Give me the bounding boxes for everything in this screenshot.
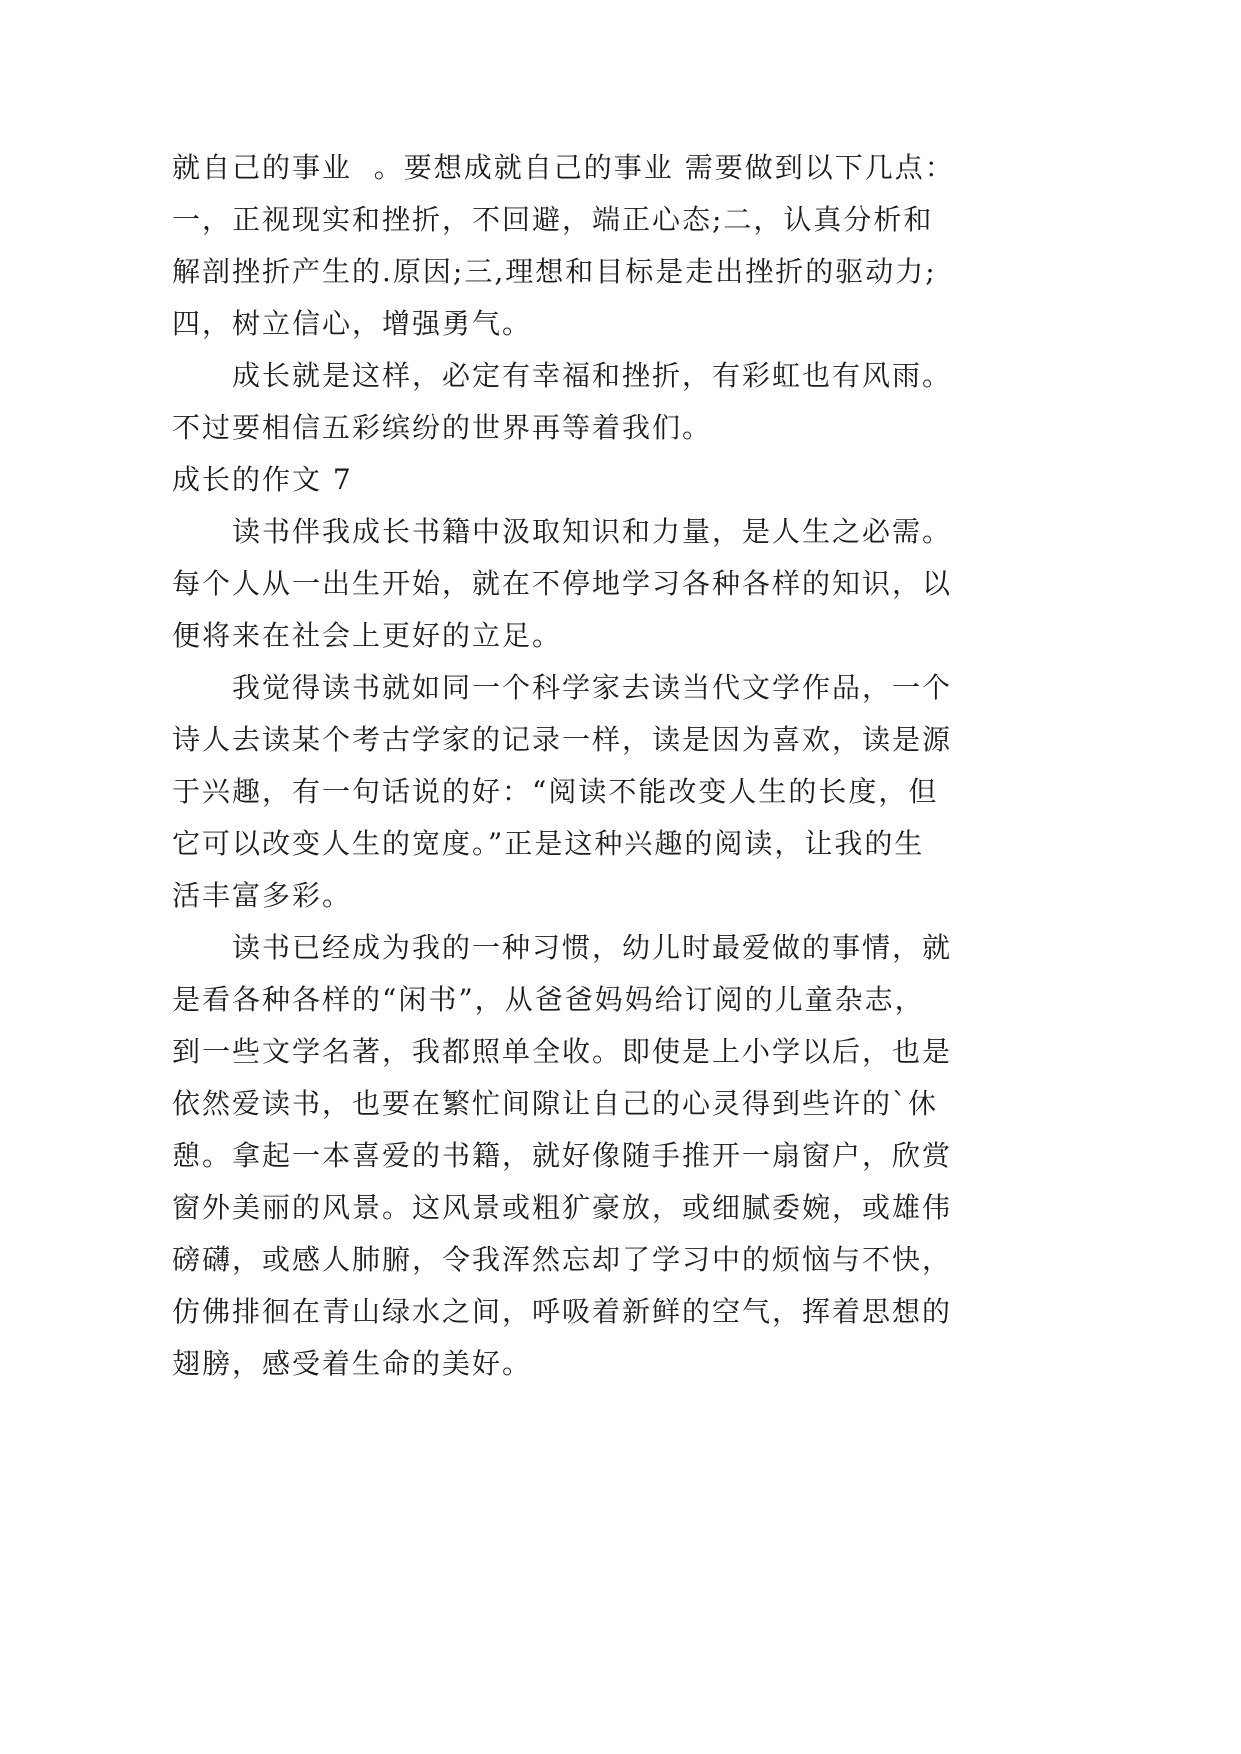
text-line: 四，树立信心，增强勇气。 bbox=[172, 307, 533, 340]
text-line: 就自己的事业 。要想成就自己的事业 需要做到以下几点： bbox=[172, 151, 955, 184]
paragraph bbox=[172, 142, 1241, 350]
text-line: 读书已经成为我的一种习惯，幼儿时最爱做的事情，就 bbox=[232, 931, 953, 964]
text-line: 磅礴，或感人肺腑，令我浑然忘却了学习中的烦恼与不快， bbox=[172, 1243, 953, 1276]
text-line: 成长就是这样，必定有幸福和挫折，有彩虹也有风雨。 bbox=[232, 359, 953, 392]
text-line: 诗人去读某个考古学家的记录一样，读是因为喜欢，读是源 bbox=[172, 723, 953, 756]
text-line: 活丰富多彩。 bbox=[172, 879, 353, 912]
text-line: 窗外美丽的风景。这风景或粗犷豪放，或细腻委婉，或雄伟 bbox=[172, 1191, 953, 1224]
text-line: 到一些文学名著，我都照单全收。即使是上小学以后，也是 bbox=[172, 1035, 953, 1068]
text-line: 不过要相信五彩缤纷的世界再等着我们。 bbox=[172, 411, 713, 444]
text-line: 每个人从一出生开始，就在不停地学习各种各样的知识，以 bbox=[172, 567, 953, 600]
essay-heading-block bbox=[172, 454, 1241, 506]
text-line: 于兴趣，有一句话说的好：“阅读不能改变人生的长度，但 bbox=[172, 775, 939, 808]
text-line: 读书伴我成长书籍中汲取知识和力量，是人生之必需。 bbox=[232, 515, 953, 548]
text-line: 我觉得读书就如同一个科学家去读当代文学作品，一个 bbox=[232, 671, 953, 704]
text-line: 翅膀，感受着生命的美好。 bbox=[172, 1347, 533, 1380]
text-line: 便将来在社会上更好的立足。 bbox=[172, 619, 563, 652]
text-line: 是看各种各样的“闲书”，从爸爸妈妈给订阅的儿童杂志， bbox=[172, 983, 925, 1016]
text-line: 一，正视现实和挫折，不回避，端正心态;二，认真分析和 bbox=[172, 203, 934, 236]
essay-title: 成长的作文 7 bbox=[172, 463, 353, 496]
paragraph bbox=[172, 922, 1241, 1390]
text-line: 憩。拿起一本喜爱的书籍，就好像随手推开一扇窗户，欣赏 bbox=[172, 1139, 953, 1172]
text-line: 它可以改变人生的宽度。”正是这种兴趣的阅读，让我的生 bbox=[172, 827, 925, 860]
paragraph bbox=[172, 662, 1241, 922]
paragraph bbox=[172, 350, 1241, 454]
paragraph bbox=[172, 506, 1241, 662]
text-line: 仿佛排徊在青山绿水之间，呼吸着新鲜的空气，挥着思想的 bbox=[172, 1295, 953, 1328]
text-line: 依然爱读书，也要在繁忙间隙让自己的心灵得到些许的`休 bbox=[172, 1087, 939, 1120]
text-line: 解剖挫折产生的.原因;三,理想和目标是走出挫折的驱动力; bbox=[172, 255, 937, 288]
